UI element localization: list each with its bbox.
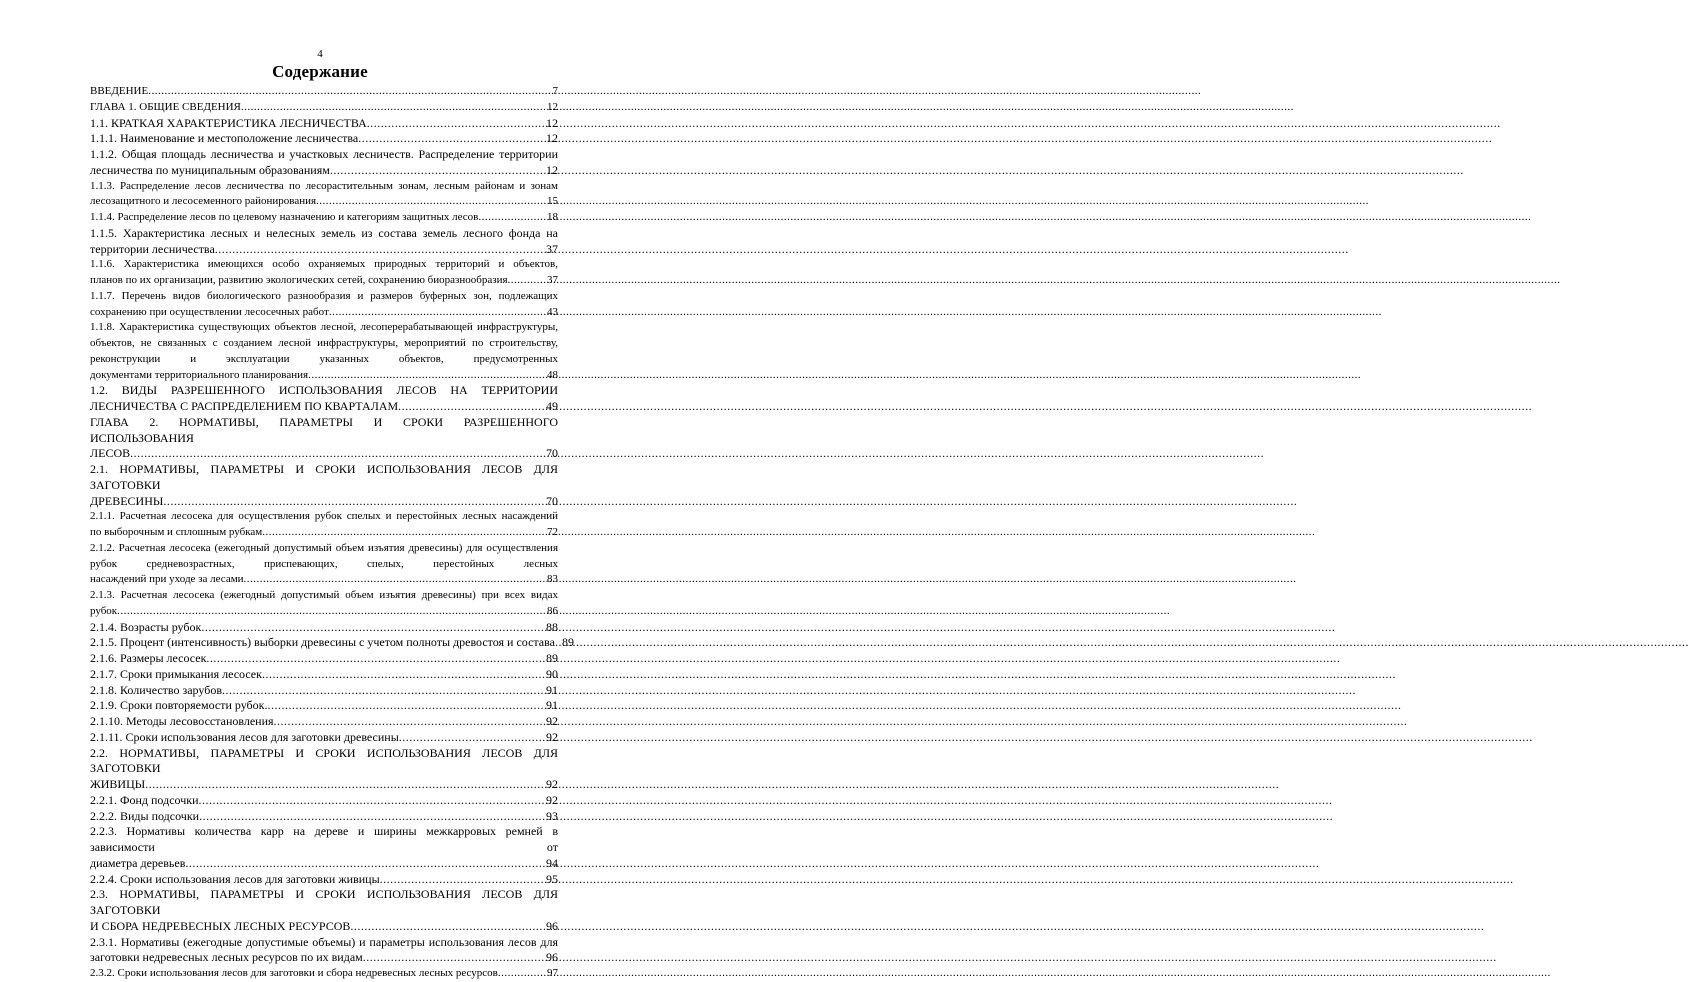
- toc-entry[interactable]: [90, 257, 558, 289]
- toc-page-number: 49: [546, 399, 558, 413]
- toc-entry-label: 2.3.2. Сроки использования лесов для заготовки и сбора недревесных лесных ресурсов: [90, 967, 498, 979]
- toc-page-number: 72: [547, 526, 558, 538]
- toc-entry[interactable]: [90, 131, 558, 147]
- toc-entry-leader-line: [90, 950, 558, 966]
- dot-leader: [199, 809, 545, 825]
- toc-entry-text: 1.2. ВИДЫ РАЗРЕШЕННОГО ИСПОЛЬЗОВАНИЯ ЛЕСОВ НА ТЕРРИТОРИИ: [90, 383, 558, 398]
- toc-entry[interactable]: [90, 809, 558, 825]
- toc-page-number: 7: [552, 85, 558, 97]
- toc-page-number: 83: [547, 573, 558, 586]
- table-of-contents: [90, 84, 574, 982]
- toc-entry-label: лесничества по муниципальным образованиям: [90, 162, 330, 177]
- toc-page-number: 96: [546, 918, 558, 933]
- toc-page-number: 91: [546, 698, 558, 713]
- toc-page-number: 95: [546, 871, 558, 886]
- toc-page-number: 48: [547, 368, 558, 381]
- toc-entry-label: лесозащитного и лесосеменного районирования: [90, 195, 317, 208]
- toc-entry[interactable]: [90, 415, 558, 462]
- toc-entry-label: ГЛАВА 1. ОБЩИЕ СВЕДЕНИЯ: [90, 100, 241, 113]
- toc-entry-text: 1.1.3. Распределение лесов лесничества по лесорастительным зонам, лесным районам и зонам: [90, 179, 558, 192]
- dot-leader: [201, 620, 545, 636]
- toc-entry[interactable]: [90, 698, 558, 714]
- dot-leader: [478, 210, 546, 226]
- toc-entry-label: планов по их организации, развитию экологических сетей, сохранению биоразнообразия: [90, 274, 508, 286]
- page-number: 4: [317, 48, 323, 60]
- toc-entry[interactable]: [90, 320, 558, 383]
- toc-page-number: 12: [547, 100, 558, 113]
- toc-entry[interactable]: [90, 509, 558, 541]
- page-title: Содержание: [272, 62, 368, 81]
- dot-leader: [241, 100, 546, 116]
- toc-entry-label: ДРЕВЕСИНЫ: [90, 493, 164, 508]
- dot-leader: [185, 856, 545, 872]
- dot-leader: [148, 84, 551, 100]
- toc-entry-label: сохранению при осуществлении лесосечных работ: [90, 305, 329, 318]
- toc-entry[interactable]: [90, 84, 558, 100]
- toc-entry-label: 2.1.4. Возрасты рубок: [90, 619, 202, 634]
- toc-entry-leader-line: [90, 116, 558, 132]
- toc-entry-leader-line: [90, 714, 558, 730]
- toc-page-number: 91: [546, 682, 558, 697]
- toc-entry-label: по выборочным и сплошным рубкам: [90, 526, 263, 538]
- toc-entry-label: заготовки недревесных лесных ресурсов по их видам: [90, 950, 363, 965]
- toc-entry-leader-line: [90, 604, 558, 620]
- toc-entry[interactable]: [90, 116, 558, 132]
- toc-entry-label: рубок: [90, 604, 118, 617]
- toc-entry-leader-line: [90, 572, 558, 588]
- toc-entry-text: ГЛАВА 2. НОРМАТИВЫ, ПАРАМЕТРЫ И СРОКИ РАЗРЕШЕННОГО ИСПОЛЬЗОВАНИЯ: [90, 414, 558, 445]
- toc-page-number: 37: [546, 241, 558, 256]
- toc-entry[interactable]: [90, 383, 558, 415]
- toc-page-number: 90: [546, 666, 558, 681]
- toc-entry-label: насаждений при уходе за лесами: [90, 573, 244, 586]
- toc-entry-leader-line: [90, 872, 558, 888]
- toc-entry-leader-line: [90, 84, 558, 100]
- toc-page-number: 92: [546, 729, 558, 744]
- toc-entry-leader-line: [90, 273, 558, 289]
- toc-page-number: 70: [546, 446, 558, 461]
- dot-leader: [363, 950, 545, 966]
- toc-entry-label: 2.1.5. Процент (интенсивность) выборки древесины с учетом полноты древостоя и состава: [90, 635, 555, 650]
- dot-leader: [199, 793, 546, 809]
- toc-entry-text: 2.1.2. Расчетная лесосека (ежегодный допустимый объем изъятия древесины) для осуществления рубок средневозрастных, приспевающих, спелых, перестойных лесных: [90, 541, 558, 570]
- toc-page-number: 97: [547, 967, 558, 979]
- dot-leader: [350, 919, 545, 935]
- toc-entry-text: 1.1.6. Характеристика имеющихся особо охраняемых природных территорий и объектов,: [90, 258, 558, 271]
- dot-leader: [380, 872, 545, 888]
- dot-leader: [398, 399, 545, 415]
- toc-page-number: 43: [547, 305, 558, 318]
- toc-entry-text: 1.1.2. Общая площадь лесничества и участковых лесничеств. Распределение территории: [90, 147, 558, 161]
- toc-entry-label: 2.2.4. Сроки использования лесов для заготовки живицы: [90, 871, 380, 886]
- toc-entry-leader-line: [90, 163, 558, 179]
- toc-entry-text: 2.1.3. Расчетная лесосека (ежегодный допустимый объем изъятия древесины) при всех видах: [90, 589, 558, 601]
- toc-page-number: 92: [546, 792, 558, 807]
- dot-leader: [215, 242, 545, 258]
- toc-entry[interactable]: [90, 746, 558, 793]
- toc-entry-label: ВВЕДЕНИЕ: [90, 85, 149, 97]
- toc-entry-label: 2.1.7. Сроки примыкания лесосек: [90, 666, 262, 681]
- dot-leader: [367, 116, 545, 132]
- dot-leader: [206, 651, 545, 667]
- toc-entry[interactable]: [90, 541, 558, 588]
- toc-entry-leader-line: [90, 100, 558, 116]
- toc-page-number: 12: [546, 162, 558, 177]
- toc-entry-label: 1.1.4. Распределение лесов по целевому назначению и категориям защитных лесов: [90, 211, 479, 223]
- toc-entry-label: 2.1.9. Сроки повторяемости рубок.: [90, 698, 268, 713]
- dot-leader: [262, 667, 545, 683]
- dot-leader: [145, 777, 545, 793]
- toc-entry-label: 2.1.8. Количество зарубов: [90, 682, 222, 697]
- toc-entry-leader-line: [90, 446, 558, 462]
- toc-entry-label: ЛЕСНИЧЕСТВА С РАСПРЕДЕЛЕНИЕМ ПО КВАРТАЛАМ: [90, 399, 399, 413]
- toc-entry-label: ЖИВИЦЫ: [90, 777, 146, 791]
- toc-page-number: 94: [546, 855, 558, 870]
- dot-leader: [316, 194, 546, 210]
- toc-entry[interactable]: [90, 872, 558, 888]
- toc-page-number: 12: [546, 131, 558, 146]
- dot-leader: [399, 730, 545, 746]
- dot-leader: [274, 714, 545, 730]
- toc-entry-label: 2.2.1. Фонд подсочки: [90, 792, 199, 807]
- toc-entry[interactable]: [90, 714, 558, 730]
- toc-page-number: 93: [546, 808, 558, 823]
- toc-page-number: 86: [547, 604, 558, 617]
- toc-entry[interactable]: [90, 793, 558, 809]
- toc-entry-text: 1.1.8. Характеристика существующих объектов лесной, лесоперерабатывающей инфраструктуры, объектов, не связанных с созданием лесной инфраструктуры, мероприятий по строительству, реконструкции и эксплуатации указанных объектов, предусмотренных: [90, 321, 558, 365]
- toc-entry-leader-line: [90, 131, 558, 147]
- toc-page-number: 88: [546, 619, 558, 634]
- toc-entry-text: 2.2.3. Нормативы количества карр на дереве и ширины межкарровых ремней в зависимости от: [90, 824, 558, 854]
- toc-entry-leader-line: [90, 667, 558, 683]
- toc-entry[interactable]: [90, 966, 558, 982]
- toc-page-number: 92: [546, 714, 558, 728]
- toc-entry[interactable]: [90, 824, 558, 871]
- toc-entry-leader-line: [90, 651, 558, 667]
- toc-entry-leader-line: [90, 683, 558, 699]
- toc-entry-leader-line: [90, 620, 558, 636]
- toc-entry-label: 2.1.10. Методы лесовосстановления: [90, 714, 274, 728]
- toc-entry-leader-line: [90, 305, 558, 321]
- toc-entry[interactable]: [90, 635, 574, 651]
- dot-leader: [130, 446, 545, 462]
- toc-entry-label: документами территориального планирования: [90, 368, 309, 381]
- toc-entry-label: 2.1.6. Размеры лесосек: [90, 651, 207, 665]
- dot-leader: [329, 305, 546, 321]
- toc-entry-text: 1.1.7. Перечень видов биологического разнообразия и размеров буферных зон, подлежащих: [90, 289, 558, 302]
- toc-entry-leader-line: [90, 194, 558, 210]
- dot-leader: [267, 698, 545, 714]
- dot-leader: [262, 525, 546, 541]
- dot-leader: [330, 163, 545, 179]
- toc-page-number: 18: [547, 211, 558, 223]
- toc-entry-leader-line: [90, 730, 558, 746]
- dot-leader: [498, 966, 546, 982]
- toc-entry-text: 2.2. НОРМАТИВЫ, ПАРАМЕТРЫ И СРОКИ ИСПОЛЬЗОВАНИЯ ЛЕСОВ ДЛЯ ЗАГОТОВКИ: [90, 745, 558, 776]
- toc-entry-text: 2.1. НОРМАТИВЫ, ПАРАМЕТРЫ И СРОКИ ИСПОЛЬЗОВАНИЯ ЛЕСОВ ДЛЯ ЗАГОТОВКИ: [90, 462, 558, 492]
- toc-entry[interactable]: [90, 210, 558, 226]
- toc-entry-leader-line: [90, 525, 558, 541]
- toc-entry-leader-line: [90, 809, 558, 825]
- toc-entry[interactable]: [90, 226, 558, 258]
- toc-entry-leader-line: [90, 856, 558, 872]
- dot-leader: [358, 131, 545, 147]
- toc-page-number: 96: [546, 950, 558, 965]
- dot-leader: [163, 494, 545, 510]
- dot-leader: [222, 683, 545, 699]
- toc-entry-leader-line: [90, 399, 558, 415]
- toc-entry-leader-line: [90, 210, 558, 226]
- toc-page-number: 37: [547, 274, 558, 286]
- toc-entry[interactable]: [90, 147, 558, 179]
- toc-entry-label: И СБОРА НЕДРЕВЕСНЫХ ЛЕСНЫХ РЕСУРСОВ: [90, 918, 351, 933]
- toc-entry[interactable]: [90, 100, 558, 116]
- toc-entry-label: 2.2.2. Виды подсочки: [90, 808, 200, 823]
- toc-entry-label: 1.1. КРАТКАЯ ХАРАКТЕРИСТИКА ЛЕСНИЧЕСТВА: [90, 115, 367, 130]
- toc-entry-label: территории лесничества: [90, 241, 215, 256]
- toc-entry[interactable]: [90, 683, 558, 699]
- toc-entry-leader-line: [90, 242, 558, 258]
- toc-entry-leader-line: [90, 494, 558, 510]
- toc-entry[interactable]: [90, 935, 558, 967]
- toc-entry[interactable]: [90, 651, 558, 667]
- toc-page-number: 92: [546, 777, 558, 791]
- dot-leader: [117, 604, 546, 620]
- toc-entry[interactable]: [90, 289, 558, 321]
- toc-entry-leader-line: [90, 368, 558, 384]
- toc-entry[interactable]: [90, 620, 558, 636]
- toc-entry-leader-line: [90, 793, 558, 809]
- toc-page-number: 89: [561, 635, 574, 650]
- toc-entry-label: 1.1.1. Наименование и местоположение лесничества: [90, 131, 359, 146]
- toc-entry[interactable]: [90, 179, 558, 211]
- toc-entry[interactable]: [90, 588, 558, 620]
- toc-entry-label: ЛЕСОВ: [90, 446, 131, 461]
- toc-entry-text: 2.3.1. Нормативы (ежегодные допустимые объемы) и параметры использования лесов для: [90, 934, 558, 949]
- toc-page-number: 70: [546, 493, 558, 508]
- toc-entry-text: 1.1.5. Характеристика лесных и нелесных земель из состава земель лесного фонда на: [90, 225, 558, 240]
- toc-entry-text: 2.3. НОРМАТИВЫ, ПАРАМЕТРЫ И СРОКИ ИСПОЛЬЗОВАНИЯ ЛЕСОВ ДЛЯ ЗАГОТОВКИ: [90, 887, 558, 917]
- dot-leader: [508, 273, 546, 289]
- toc-page-number: 12: [546, 115, 558, 130]
- toc-entry-label: диаметра деревьев: [90, 855, 186, 870]
- toc-page-number: 15: [547, 195, 558, 208]
- toc-entry[interactable]: [90, 887, 558, 934]
- dot-leader: [244, 572, 546, 588]
- toc-entry-label: 2.1.11. Сроки использования лесов для заготовки древесины: [90, 729, 399, 744]
- toc-entry-text: 2.1.1. Расчетная лесосека для осуществления рубок спелых и перестойных лесных насаждений: [90, 510, 558, 523]
- toc-entry-leader-line: [90, 698, 558, 714]
- toc-entry[interactable]: [90, 462, 558, 509]
- toc-entry-leader-line: [90, 635, 574, 651]
- toc-entry-leader-line: [90, 966, 558, 982]
- toc-page-number: 89: [546, 651, 558, 665]
- toc-entry[interactable]: [90, 667, 558, 683]
- toc-entry-leader-line: [90, 919, 558, 935]
- toc-entry[interactable]: [90, 730, 558, 746]
- dot-leader: [308, 368, 546, 384]
- toc-entry-leader-line: [90, 777, 558, 793]
